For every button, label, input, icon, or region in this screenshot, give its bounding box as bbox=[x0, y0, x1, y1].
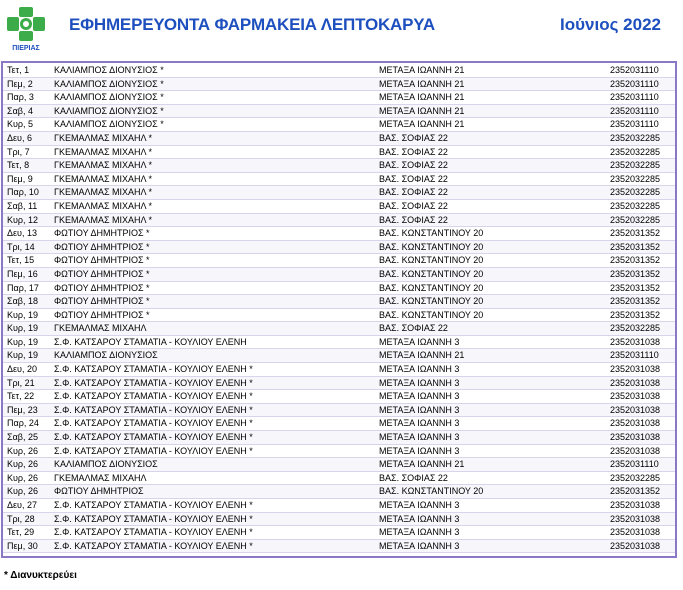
phone-cell: 2352031110 bbox=[610, 459, 659, 470]
phone-cell: 2352031038 bbox=[610, 336, 661, 347]
table-row bbox=[3, 349, 675, 363]
address-cell: ΜΕΤΑΞΑ ΙΩΑΝΝΗ 21 bbox=[379, 119, 465, 130]
phone-cell: 2352031038 bbox=[610, 445, 661, 456]
phone-cell: 2352031038 bbox=[610, 391, 661, 402]
page-title: ΕΦΗΜΕΡΕΥΟΝΤΑ ΦΑΡΜΑΚΕΙΑ ΛΕΠΤΟΚΑΡΥΑ bbox=[69, 15, 435, 34]
day-cell: Κυρ, 19 bbox=[7, 336, 39, 347]
address-cell: ΜΕΤΑΞΑ ΙΩΑΝΝΗ 3 bbox=[379, 377, 460, 388]
address-cell: ΜΕΤΑΞΑ ΙΩΑΝΝΗ 21 bbox=[379, 78, 465, 89]
day-cell: Κυρ, 19 bbox=[7, 309, 39, 320]
day-cell: Πεμ, 2 bbox=[7, 78, 33, 89]
address-cell: ΜΕΤΑΞΑ ΙΩΑΝΝΗ 21 bbox=[379, 65, 465, 75]
phone-cell: 2352031038 bbox=[610, 377, 661, 388]
pharmacy-name-cell: ΚΑΛΙΑΜΠΟΣ ΔΙΟΝΥΣΙΟΣ * bbox=[54, 65, 164, 75]
logo-text: ΠΙΕΡΙΑΣ bbox=[12, 45, 40, 52]
pharmacy-name-cell: ΚΑΛΙΑΜΠΟΣ ΔΙΟΝΥΣΙΟΣ bbox=[54, 350, 158, 361]
pharmacy-name-cell: Σ.Φ. ΚΑΤΣΑΡΟΥ ΣΤΑΜΑΤΙΑ - ΚΟΥΛΙΟΥ ΕΛΕΝΗ * bbox=[54, 540, 253, 551]
pharmacy-name-cell: ΓΚΕΜΑΛΜΑΣ ΜΙΧΑΗΛ * bbox=[54, 146, 153, 157]
phone-cell: 2352031110 bbox=[610, 78, 659, 89]
phone-cell: 2352031110 bbox=[610, 119, 659, 130]
address-cell: ΒΑΣ. ΚΩΝΣΤΑΝΤΙΝΟΥ 20 bbox=[379, 228, 484, 239]
pharmacy-name-cell: Σ.Φ. ΚΑΤΣΑΡΟΥ ΣΤΑΜΑΤΙΑ - ΚΟΥΛΙΟΥ ΕΛΕΝΗ * bbox=[54, 364, 253, 375]
day-cell: Παρ, 17 bbox=[7, 282, 39, 293]
address-cell: ΜΕΤΑΞΑ ΙΩΑΝΝΗ 3 bbox=[379, 418, 460, 429]
phone-cell: 2352031352 bbox=[610, 282, 661, 293]
pharmacy-name-cell: ΓΚΕΜΑΛΜΑΣ ΜΙΧΑΗΛ * bbox=[54, 173, 153, 184]
address-cell: ΜΕΤΑΞΑ ΙΩΑΝΝΗ 21 bbox=[379, 350, 465, 361]
phone-cell: 2352032285 bbox=[610, 132, 661, 143]
day-cell: Πεμ, 16 bbox=[7, 268, 38, 279]
pharmacy-association-logo bbox=[3, 4, 49, 52]
pharmacy-name-cell: Σ.Φ. ΚΑΤΣΑΡΟΥ ΣΤΑΜΑΤΙΑ - ΚΟΥΛΙΟΥ ΕΛΕΝΗ * bbox=[54, 445, 253, 456]
address-cell: ΒΑΣ. ΚΩΝΣΤΑΝΤΙΝΟΥ 20 bbox=[379, 241, 484, 252]
day-cell: Τετ, 22 bbox=[7, 391, 35, 402]
table-row bbox=[3, 254, 675, 268]
table-row bbox=[3, 322, 675, 336]
table-row bbox=[3, 118, 675, 132]
phone-cell: 2352031352 bbox=[610, 486, 661, 497]
address-cell: ΜΕΤΑΞΑ ΙΩΑΝΝΗ 21 bbox=[379, 459, 465, 470]
day-cell: Σαβ, 11 bbox=[7, 200, 38, 211]
phone-cell: 2352031038 bbox=[610, 527, 661, 538]
phone-cell: 2352032285 bbox=[610, 214, 661, 225]
phone-cell: 2352031352 bbox=[610, 296, 661, 307]
phone-cell: 2352031038 bbox=[610, 418, 661, 429]
pharmacy-name-cell: ΚΑΛΙΑΜΠΟΣ ΔΙΟΝΥΣΙΟΣ * bbox=[54, 78, 164, 89]
pharmacy-name-cell: ΦΩΤΙΟΥ ΔΗΜΗΤΡΙΟΣ bbox=[54, 486, 144, 497]
address-cell: ΜΕΤΑΞΑ ΙΩΑΝΝΗ 21 bbox=[379, 92, 465, 103]
pharmacy-name-cell: ΦΩΤΙΟΥ ΔΗΜΗΤΡΙΟΣ * bbox=[54, 255, 150, 266]
day-cell: Τετ, 29 bbox=[7, 527, 35, 538]
phone-cell: 2352031110 bbox=[610, 350, 659, 361]
day-cell: Τετ, 1 bbox=[7, 65, 30, 75]
phone-cell: 2352031352 bbox=[610, 255, 661, 266]
day-cell: Τετ, 8 bbox=[7, 160, 30, 171]
table-row bbox=[3, 404, 675, 418]
pharmacy-name-cell: Σ.Φ. ΚΑΤΣΑΡΟΥ ΣΤΑΜΑΤΙΑ - ΚΟΥΛΙΟΥ ΕΛΕΝΗ * bbox=[54, 500, 253, 510]
address-cell: ΒΑΣ. ΚΩΝΣΤΑΝΤΙΝΟΥ 20 bbox=[379, 268, 484, 279]
address-cell: ΒΑΣ. ΚΩΝΣΤΑΝΤΙΝΟΥ 20 bbox=[379, 255, 484, 266]
table-row bbox=[3, 417, 675, 431]
phone-cell: 2352032285 bbox=[610, 472, 661, 483]
day-cell: Τρι, 28 bbox=[7, 513, 35, 524]
pharmacy-name-cell: ΦΩΤΙΟΥ ΔΗΜΗΤΡΙΟΣ * bbox=[54, 309, 150, 320]
table-row bbox=[3, 78, 675, 92]
phone-cell: 2352031038 bbox=[610, 540, 661, 551]
address-cell: ΜΕΤΑΞΑ ΙΩΑΝΝΗ 3 bbox=[379, 500, 460, 510]
pharmacy-name-cell: Σ.Φ. ΚΑΤΣΑΡΟΥ ΣΤΑΜΑΤΙΑ - ΚΟΥΛΙΟΥ ΕΛΕΝΗ bbox=[54, 336, 247, 347]
pharmacy-name-cell: ΦΩΤΙΟΥ ΔΗΜΗΤΡΙΟΣ * bbox=[54, 296, 150, 307]
phone-cell: 2352032285 bbox=[610, 160, 661, 171]
table-row bbox=[3, 526, 675, 540]
day-cell: Κυρ, 5 bbox=[7, 119, 34, 130]
table-row bbox=[3, 227, 675, 241]
pharmacy-name-cell: ΓΚΕΜΑΛΜΑΣ ΜΙΧΑΗΛ * bbox=[54, 160, 153, 171]
table-row bbox=[3, 186, 675, 200]
address-cell: ΒΑΣ. ΚΩΝΣΤΑΝΤΙΝΟΥ 20 bbox=[379, 309, 484, 320]
address-cell: ΜΕΤΑΞΑ ΙΩΑΝΝΗ 21 bbox=[379, 105, 465, 116]
pharmacy-name-cell: ΓΚΕΜΑΛΜΑΣ ΜΙΧΑΗΛ * bbox=[54, 132, 153, 143]
pharmacy-name-cell: ΓΚΕΜΑΛΜΑΣ ΜΙΧΑΗΛ bbox=[54, 472, 147, 483]
table-row bbox=[3, 214, 675, 228]
address-cell: ΒΑΣ. ΣΟΦΙΑΣ 22 bbox=[379, 214, 448, 225]
table-row bbox=[3, 173, 675, 187]
phone-cell: 2352032285 bbox=[610, 146, 661, 157]
day-cell: Δευ, 27 bbox=[7, 500, 37, 510]
pharmacy-name-cell: ΚΑΛΙΑΜΠΟΣ ΔΙΟΝΥΣΙΟΣ * bbox=[54, 105, 164, 116]
pharmacy-name-cell: ΚΑΛΙΑΜΠΟΣ ΔΙΟΝΥΣΙΟΣ * bbox=[54, 119, 164, 130]
phone-cell: 2352031110 bbox=[610, 105, 659, 116]
pharmacy-name-cell: ΦΩΤΙΟΥ ΔΗΜΗΤΡΙΟΣ * bbox=[54, 282, 150, 293]
day-cell: Κυρ, 19 bbox=[7, 323, 39, 334]
address-cell: ΒΑΣ. ΚΩΝΣΤΑΝΤΙΝΟΥ 20 bbox=[379, 296, 484, 307]
address-cell: ΒΑΣ. ΣΟΦΙΑΣ 22 bbox=[379, 472, 448, 483]
pharmacy-name-cell: Σ.Φ. ΚΑΤΣΑΡΟΥ ΣΤΑΜΑΤΙΑ - ΚΟΥΛΙΟΥ ΕΛΕΝΗ * bbox=[54, 404, 253, 415]
day-cell: Πεμ, 9 bbox=[7, 173, 33, 184]
table-row bbox=[3, 309, 675, 323]
table-row bbox=[3, 390, 675, 404]
day-cell: Κυρ, 26 bbox=[7, 472, 39, 483]
day-cell: Κυρ, 26 bbox=[7, 486, 39, 497]
phone-cell: 2352031352 bbox=[610, 268, 661, 279]
day-cell: Τρι, 14 bbox=[7, 241, 35, 252]
pharmacy-name-cell: Σ.Φ. ΚΑΤΣΑΡΟΥ ΣΤΑΜΑΤΙΑ - ΚΟΥΛΙΟΥ ΕΛΕΝΗ * bbox=[54, 527, 253, 538]
address-cell: ΜΕΤΑΞΑ ΙΩΑΝΝΗ 3 bbox=[379, 432, 460, 443]
address-cell: ΜΕΤΑΞΑ ΙΩΑΝΝΗ 3 bbox=[379, 336, 460, 347]
table-row bbox=[3, 458, 675, 472]
address-cell: ΒΑΣ. ΚΩΝΣΤΑΝΤΙΝΟΥ 20 bbox=[379, 486, 484, 497]
day-cell: Κυρ, 26 bbox=[7, 459, 39, 470]
day-cell: Πεμ, 30 bbox=[7, 540, 38, 551]
table-row bbox=[3, 200, 675, 214]
pharmacy-name-cell: ΦΩΤΙΟΥ ΔΗΜΗΤΡΙΟΣ * bbox=[54, 268, 150, 279]
table-row bbox=[3, 431, 675, 445]
phone-cell: 2352031352 bbox=[610, 228, 661, 239]
pharmacy-name-cell: ΓΚΕΜΑΛΜΑΣ ΜΙΧΑΗΛ * bbox=[54, 187, 153, 198]
pharmacy-name-cell: ΓΚΕΜΑΛΜΑΣ ΜΙΧΑΗΛ bbox=[54, 323, 147, 334]
pharmacy-name-cell: ΓΚΕΜΑΛΜΑΣ ΜΙΧΑΗΛ * bbox=[54, 200, 153, 211]
address-cell: ΒΑΣ. ΣΟΦΙΑΣ 22 bbox=[379, 132, 448, 143]
pharmacy-name-cell: ΦΩΤΙΟΥ ΔΗΜΗΤΡΙΟΣ * bbox=[54, 228, 150, 239]
table-row bbox=[3, 513, 675, 527]
table-row bbox=[3, 282, 675, 296]
day-cell: Κυρ, 26 bbox=[7, 445, 39, 456]
day-cell: Παρ, 3 bbox=[7, 92, 34, 103]
address-cell: ΒΑΣ. ΣΟΦΙΑΣ 22 bbox=[379, 200, 448, 211]
table-row bbox=[3, 105, 675, 119]
address-cell: ΒΑΣ. ΣΟΦΙΑΣ 22 bbox=[379, 160, 448, 171]
table-row bbox=[3, 268, 675, 282]
phone-cell: 2352032285 bbox=[610, 200, 661, 211]
address-cell: ΜΕΤΑΞΑ ΙΩΑΝΝΗ 3 bbox=[379, 527, 460, 538]
pharmacy-name-cell: ΚΑΛΙΑΜΠΟΣ ΔΙΟΝΥΣΙΟΣ bbox=[54, 459, 158, 470]
phone-cell: 2352031352 bbox=[610, 241, 661, 252]
day-cell: Τρι, 7 bbox=[7, 146, 30, 157]
day-cell: Παρ, 24 bbox=[7, 418, 39, 429]
table-row bbox=[3, 499, 675, 513]
phone-cell: 2352032285 bbox=[610, 323, 661, 334]
address-cell: ΒΑΣ. ΣΟΦΙΑΣ 22 bbox=[379, 146, 448, 157]
day-cell: Σαβ, 18 bbox=[7, 296, 38, 307]
table-row bbox=[3, 146, 675, 160]
address-cell: ΜΕΤΑΞΑ ΙΩΑΝΝΗ 3 bbox=[379, 391, 460, 402]
table-row bbox=[3, 377, 675, 391]
pharmacy-name-cell: Σ.Φ. ΚΑΤΣΑΡΟΥ ΣΤΑΜΑΤΙΑ - ΚΟΥΛΙΟΥ ΕΛΕΝΗ * bbox=[54, 432, 253, 443]
pharmacy-name-cell: Σ.Φ. ΚΑΤΣΑΡΟΥ ΣΤΑΜΑΤΙΑ - ΚΟΥΛΙΟΥ ΕΛΕΝΗ * bbox=[54, 377, 253, 388]
table-row bbox=[3, 363, 675, 377]
table-row bbox=[3, 485, 675, 499]
address-cell: ΜΕΤΑΞΑ ΙΩΑΝΝΗ 3 bbox=[379, 404, 460, 415]
address-cell: ΜΕΤΑΞΑ ΙΩΑΝΝΗ 3 bbox=[379, 364, 460, 375]
address-cell: ΒΑΣ. ΚΩΝΣΤΑΝΤΙΝΟΥ 20 bbox=[379, 282, 484, 293]
month-label: Ιούνιος 2022 bbox=[560, 15, 661, 34]
footnote: * Διανυκτερεύει bbox=[4, 570, 77, 581]
pharmacy-name-cell: ΓΚΕΜΑΛΜΑΣ ΜΙΧΑΗΛ * bbox=[54, 214, 153, 225]
phone-cell: 2352031038 bbox=[610, 513, 661, 524]
table-row bbox=[3, 445, 675, 459]
phone-cell: 2352032285 bbox=[610, 173, 661, 184]
day-cell: Δευ, 13 bbox=[7, 228, 37, 239]
pharmacy-name-cell: Σ.Φ. ΚΑΤΣΑΡΟΥ ΣΤΑΜΑΤΙΑ - ΚΟΥΛΙΟΥ ΕΛΕΝΗ * bbox=[54, 513, 253, 524]
phone-cell: 2352031038 bbox=[610, 500, 661, 510]
day-cell: Σαβ, 4 bbox=[7, 105, 33, 116]
table-row bbox=[3, 295, 675, 309]
table-row bbox=[3, 472, 675, 486]
address-cell: ΒΑΣ. ΣΟΦΙΑΣ 22 bbox=[379, 323, 448, 334]
address-cell: ΜΕΤΑΞΑ ΙΩΑΝΝΗ 3 bbox=[379, 540, 460, 551]
day-cell: Πεμ, 23 bbox=[7, 404, 38, 415]
address-cell: ΒΑΣ. ΣΟΦΙΑΣ 22 bbox=[379, 187, 448, 198]
day-cell: Τετ, 15 bbox=[7, 255, 35, 266]
table-row bbox=[3, 64, 675, 78]
duty-schedule-table bbox=[3, 64, 675, 553]
pharmacy-name-cell: ΚΑΛΙΑΜΠΟΣ ΔΙΟΝΥΣΙΟΣ * bbox=[54, 92, 164, 103]
table-row bbox=[3, 336, 675, 350]
address-cell: ΜΕΤΑΞΑ ΙΩΑΝΝΗ 3 bbox=[379, 513, 460, 524]
day-cell: Κυρ, 12 bbox=[7, 214, 39, 225]
phone-cell: 2352032285 bbox=[610, 187, 661, 198]
day-cell: Κυρ, 19 bbox=[7, 350, 39, 361]
address-cell: ΜΕΤΑΞΑ ΙΩΑΝΝΗ 3 bbox=[379, 445, 460, 456]
table-row bbox=[3, 159, 675, 173]
pharmacy-name-cell: Σ.Φ. ΚΑΤΣΑΡΟΥ ΣΤΑΜΑΤΙΑ - ΚΟΥΛΙΟΥ ΕΛΕΝΗ * bbox=[54, 418, 253, 429]
pharmacy-name-cell: ΦΩΤΙΟΥ ΔΗΜΗΤΡΙΟΣ * bbox=[54, 241, 150, 252]
phone-cell: 2352031038 bbox=[610, 404, 661, 415]
table-row bbox=[3, 540, 675, 554]
pharmacy-cross-icon bbox=[3, 4, 49, 52]
phone-cell: 2352031110 bbox=[610, 65, 659, 75]
phone-cell: 2352031038 bbox=[610, 364, 661, 375]
day-cell: Τρι, 21 bbox=[7, 377, 35, 388]
table-row bbox=[3, 241, 675, 255]
day-cell: Δευ, 20 bbox=[7, 364, 37, 375]
pharmacy-name-cell: Σ.Φ. ΚΑΤΣΑΡΟΥ ΣΤΑΜΑΤΙΑ - ΚΟΥΛΙΟΥ ΕΛΕΝΗ * bbox=[54, 391, 253, 402]
day-cell: Σαβ, 25 bbox=[7, 432, 38, 443]
table-row bbox=[3, 91, 675, 105]
day-cell: Παρ, 10 bbox=[7, 187, 39, 198]
phone-cell: 2352031352 bbox=[610, 309, 661, 320]
phone-cell: 2352031110 bbox=[610, 92, 659, 103]
table-row bbox=[3, 132, 675, 146]
phone-cell: 2352031038 bbox=[610, 432, 661, 443]
day-cell: Δευ, 6 bbox=[7, 132, 32, 143]
address-cell: ΒΑΣ. ΣΟΦΙΑΣ 22 bbox=[379, 173, 448, 184]
